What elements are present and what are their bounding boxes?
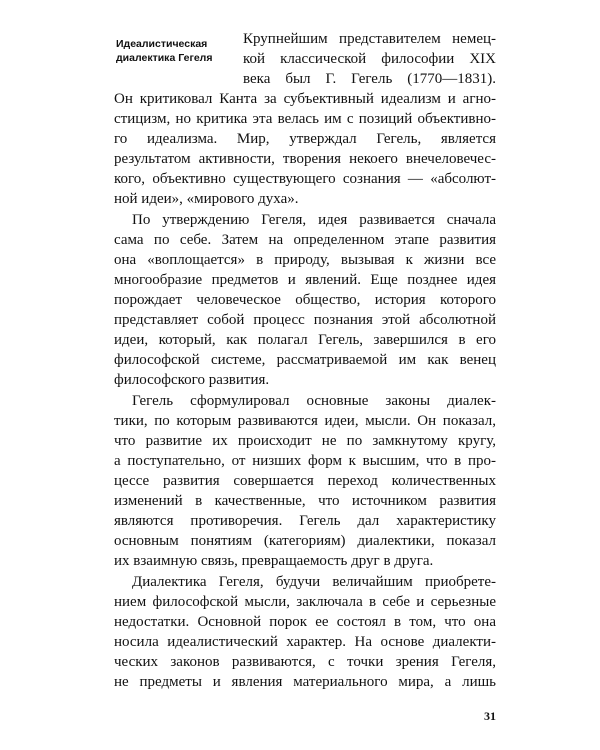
text-line: их взаимную связь, превращаемость друг в друга.	[114, 553, 434, 569]
side-heading-line: диалектика Гегеля	[116, 52, 213, 64]
text-line: она «воплощается» в природу, вызывая к жизни все	[114, 252, 496, 268]
text-line: результатом активности, творения некоего внечеловечес-	[114, 151, 496, 167]
text-line: го идеализма. Мир, утверждал Гегель, является	[114, 131, 496, 147]
text-line: философской системе, рассматриваемой им как венец	[114, 352, 496, 368]
text-line: недостатки. Основной порок ее состоял в том, что она	[114, 614, 496, 630]
text-line: Крупнейшим представителем немец-	[243, 31, 496, 47]
text-line: кого, объективно существующего сознания — «абсолют-	[114, 171, 496, 187]
text-line: сама по себе. Затем на определенном этапе развития	[114, 232, 496, 248]
text-line: кой классической философии XIX	[243, 51, 496, 67]
text-line: представляет собой процесс познания этой абсолютной	[114, 312, 496, 328]
text-line: не предметы и явления материального мира, а лишь	[114, 674, 496, 690]
text-line: основным понятиям (категориям) диалектики, показал	[114, 533, 496, 549]
text-line: многообразие предметов и явлений. Еще позднее идея	[114, 272, 496, 288]
text-line: что развитие их происходит не по замкнутому кругу,	[114, 433, 496, 449]
text-line: являются противоречия. Гегель дал характеристику	[114, 513, 496, 529]
text-line: Гегель сформулировал основные законы диалек-	[132, 393, 496, 409]
text-line: порождает человеческое общество, история которого	[114, 292, 496, 308]
side-heading	[116, 37, 236, 65]
text-line: ческих законов развиваются, с точки зрения Гегеля,	[114, 654, 496, 670]
side-heading-line: Идеалистическая	[116, 38, 208, 50]
text-line: века был Г. Гегель (1770—1831).	[243, 71, 496, 87]
text-line: изменений в качественные, что источником развития	[114, 493, 496, 509]
text-line: нием философской мысли, заключала в себе и серьезные	[114, 594, 496, 610]
text-line: цессе развития совершается переход количественных	[114, 473, 496, 489]
text-line: По утверждению Гегеля, идея развивается сначала	[132, 212, 496, 228]
text-line: а поступательно, от низших форм к высшим, что в про-	[114, 453, 496, 469]
text-line: носила идеалистический характер. На основе диалекти-	[114, 634, 496, 650]
text-line: стицизм, но критика эта велась им с позиций объективно-	[114, 111, 496, 127]
text-line: Он критиковал Канта за субъективный идеализм и агно-	[114, 91, 496, 107]
text-line: идеи, который, как полагал Гегель, завершился в его	[114, 332, 496, 348]
text-line: Диалектика Гегеля, будучи величайшим приобрете-	[132, 574, 496, 590]
text-line: ной идеи», «мирового духа».	[114, 191, 299, 207]
text-line: тики, по которым развиваются идеи, мысли. Он показал,	[114, 413, 496, 429]
page-number: 31	[484, 709, 496, 723]
text-line: философского развития.	[114, 372, 270, 388]
